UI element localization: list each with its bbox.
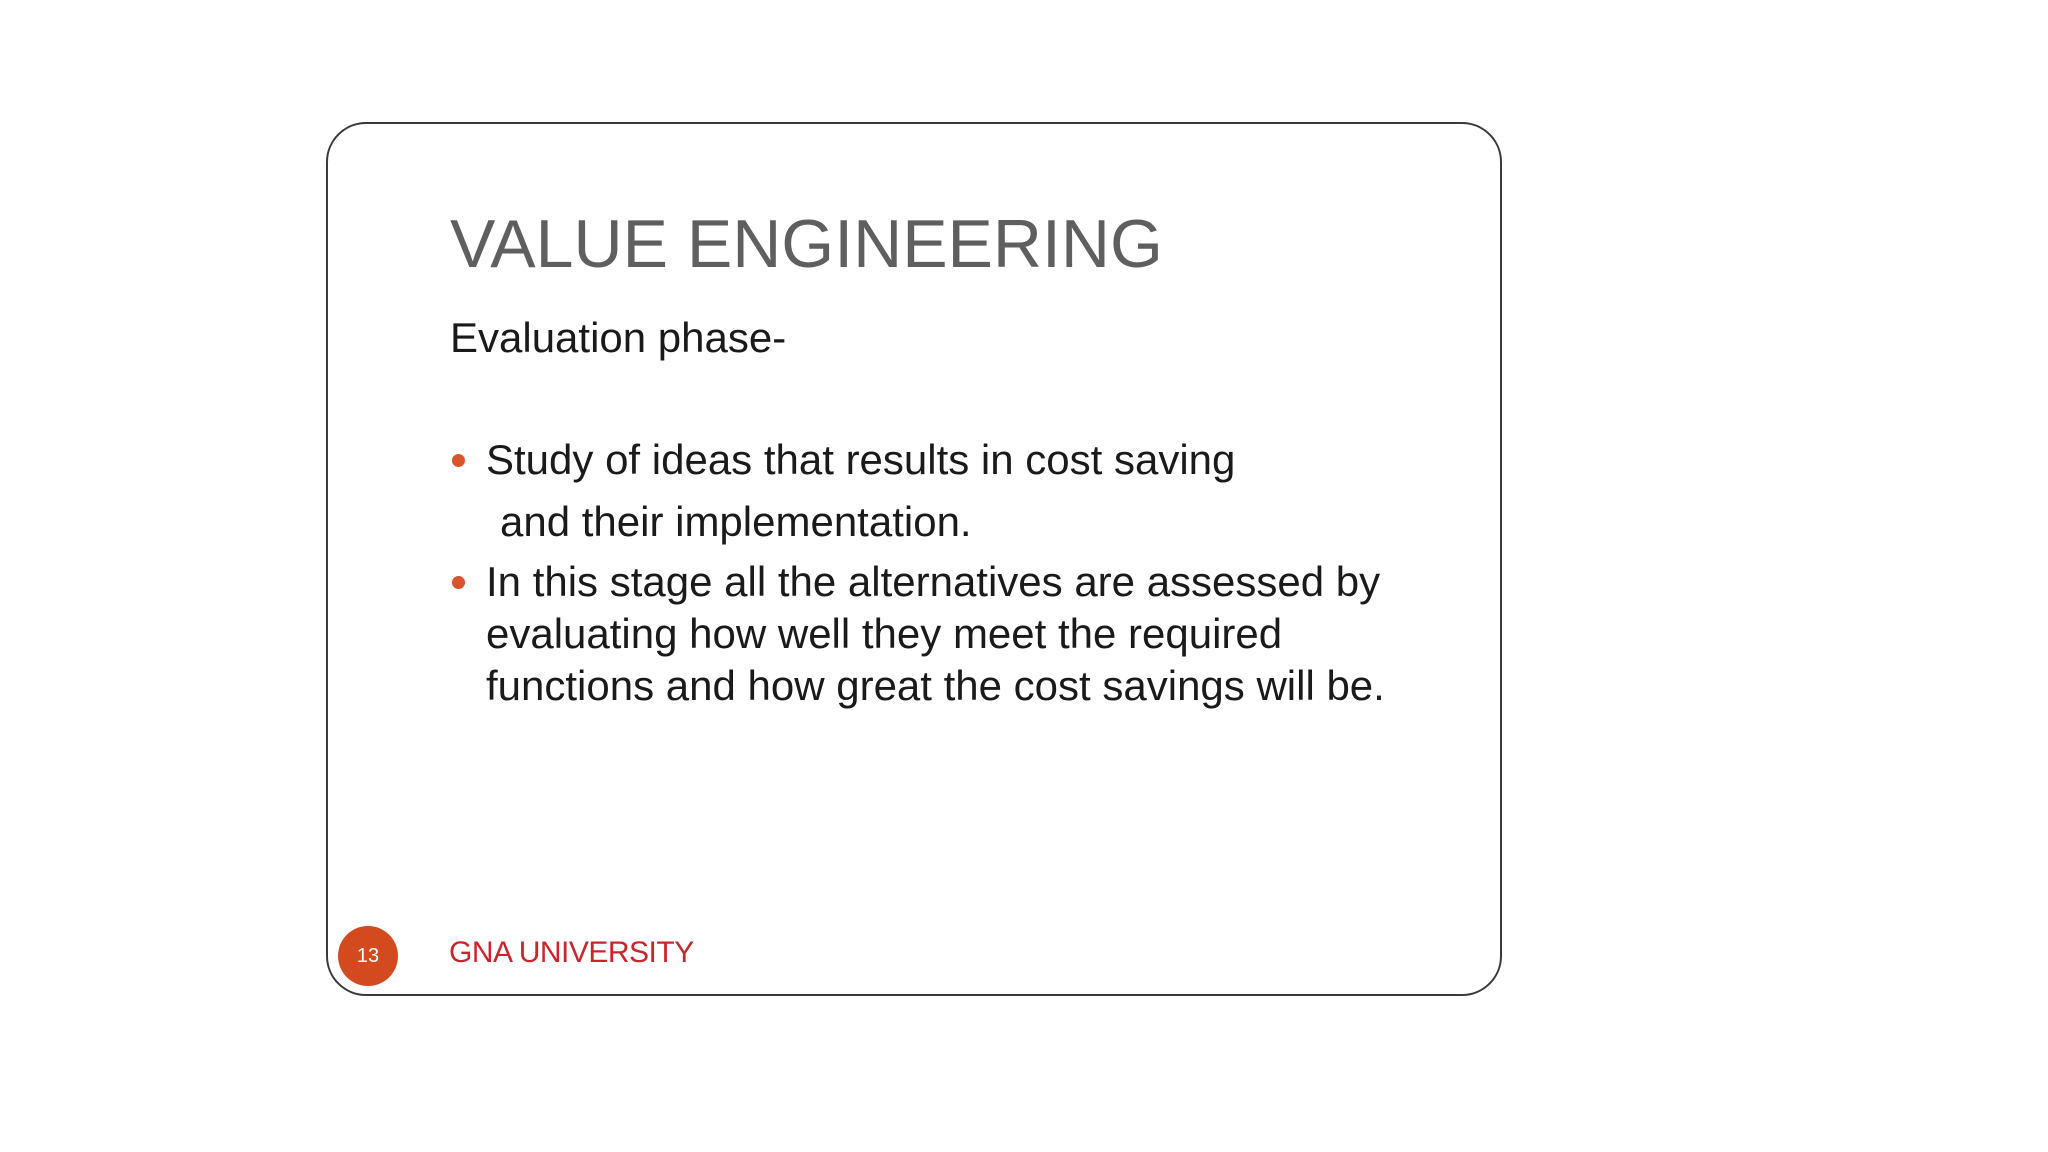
slide bbox=[326, 122, 1502, 996]
bullet-item bbox=[450, 556, 1470, 712]
bullet-line: evaluating how well they meet the required bbox=[486, 610, 1283, 657]
page-number-badge: 13 bbox=[338, 926, 398, 986]
bullet-line: functions and how great the cost savings will be. bbox=[486, 662, 1385, 709]
bullet-dot-icon bbox=[452, 576, 465, 589]
bullet-line: Study of ideas that results in cost saving bbox=[486, 436, 1236, 483]
footer-text: GNA UNIVERSITY bbox=[449, 936, 694, 969]
slide-title: VALUE ENGINEERING bbox=[450, 206, 1163, 282]
slide-subtitle: Evaluation phase- bbox=[450, 314, 787, 361]
bullet-line: In this stage all the alternatives are assessed by bbox=[486, 558, 1381, 605]
bullet-list bbox=[450, 434, 1470, 712]
bullet-dot-icon bbox=[452, 454, 465, 467]
bullet-line: and their implementation. bbox=[500, 498, 972, 545]
bullet-item bbox=[450, 434, 1470, 548]
